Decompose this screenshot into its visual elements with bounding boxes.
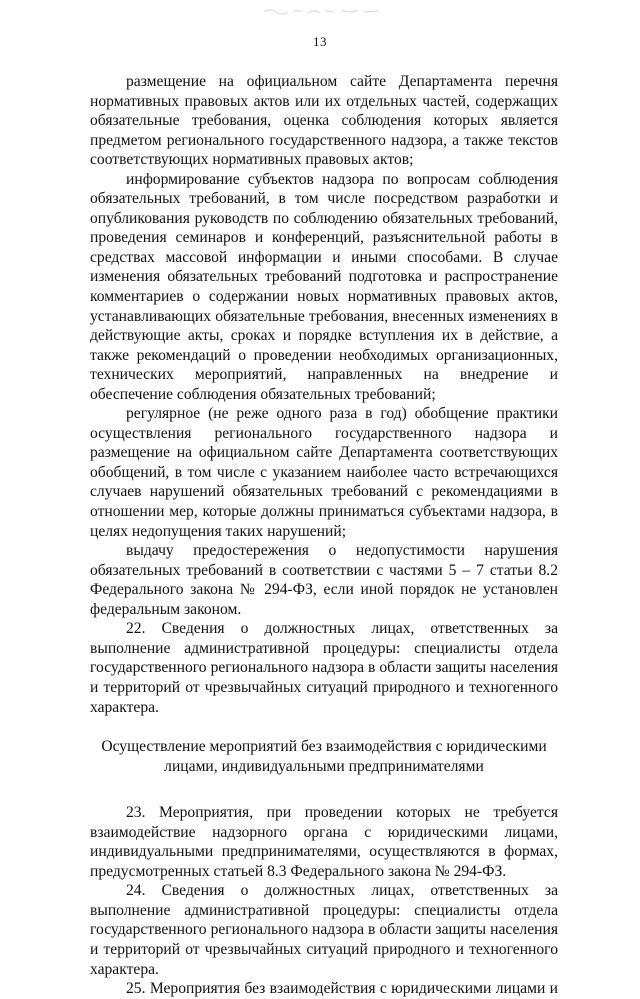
page-number: 13 xyxy=(313,34,327,49)
faint-stamp-mark xyxy=(262,6,380,16)
paragraph: размещение на официальном сайте Департамента перечня нормативных правовых актов или их отдельных частей, содержащих обязательные требования, оценка соблюдения которых является предметом регионального государственного надзора, а также текстов соответствующих нормативных правовых актов; xyxy=(90,73,558,169)
paragraph: 25. Мероприятия без взаимодействия с юридическими лицами и xyxy=(126,980,558,998)
paragraph: 24. Сведения о должностных лицах, ответственных за выполнение административной процедуры: специалисты отдела государственного регионального надзора в области защиты населения и территорий от чрезвычайных ситуаций природного и техногенного характера. xyxy=(90,882,558,978)
paragraph: выдачу предостережения о недопустимости нарушения обязательных требований в соответствии с частями 5 – 7 статьи 8.2 Федерального закона № 294-ФЗ, если иной порядок не установлен федеральным законом. xyxy=(90,542,558,618)
document-body xyxy=(90,72,558,999)
paragraph: регулярное (не реже одного раза в год) обобщение практики осуществления регионального государственного надзора и размещение на официальном сайте Департамента соответствующих обобщений, в том числе с указанием наиболее часто встречающихся случаев нарушений обязательных требований с рекомендациями в отношении мер, которые должны приниматься субъектами надзора, в целях недопущения таких нарушений; xyxy=(90,405,558,540)
paragraph: 23. Мероприятия, при проведении которых не требуется взаимодействие надзорного органа с юридическими лицами, индивидуальными предпринимателями, осуществляются в формах, предусмотренных статьей 8.3 Федерального закона № 294-ФЗ. xyxy=(90,804,558,880)
section-heading: Осуществление мероприятий без взаимодействия с юридическими лицами, индивидуальными предпринимателями xyxy=(101,738,547,775)
paragraph: информирование субъектов надзора по вопросам соблюдения обязательных требований, в том числе посредством разработки и опубликования руководств по соблюдению обязательных требований, проведения семинаров и конференций, разъяснительной работы в средствах массовой информации и иными способами. В случае изменения обязательных требований подготовка и распространение комментариев о содержании новых нормативных правовых актов, устанавливающих обязательные требования, внесенных изменениях в действующие акты, сроках и порядке вступления их в действие, а также рекомендаций о проведении необходимых организационных, технических мероприятий, направленных на внедрение и обеспечение соблюдения обязательных требований; xyxy=(90,170,558,403)
paragraph: 22. Сведения о должностных лицах, ответственных за выполнение административной процедуры: специалисты отдела государственного регионального надзора в области защиты населения и территорий от чрезвычайных ситуаций природного и техногенного характера. xyxy=(90,620,558,716)
